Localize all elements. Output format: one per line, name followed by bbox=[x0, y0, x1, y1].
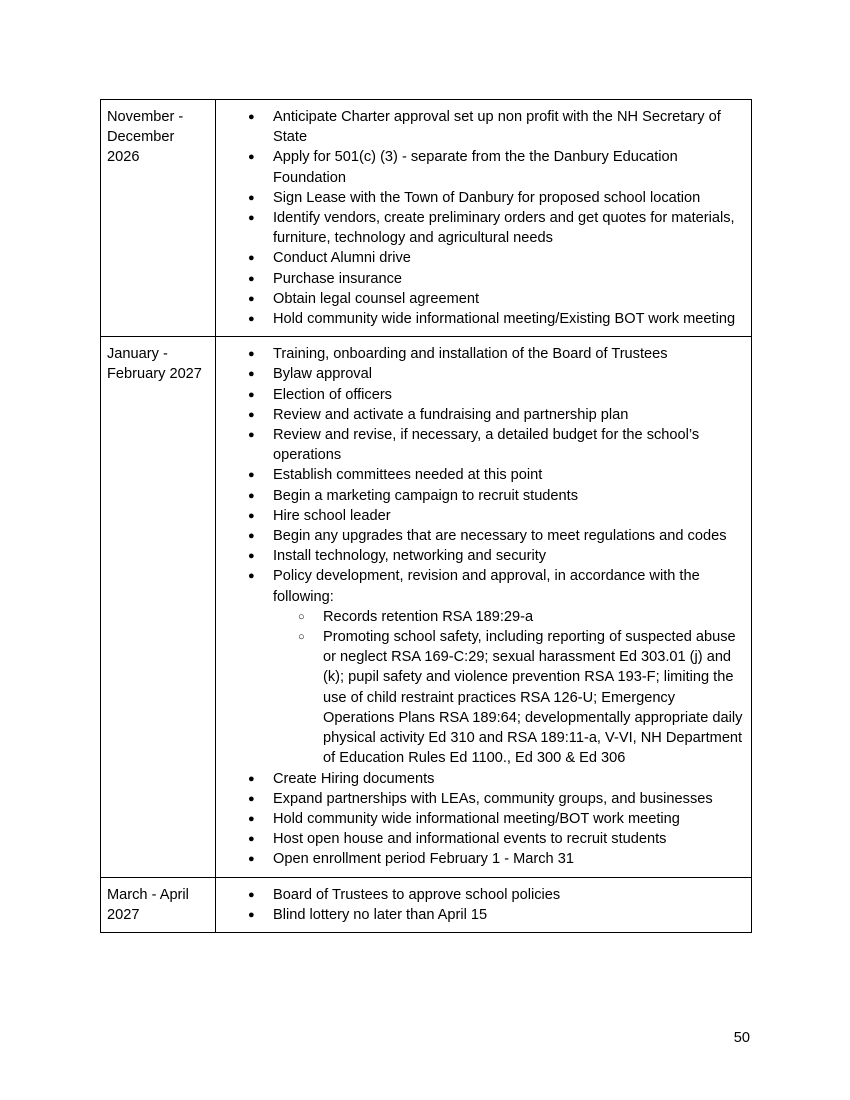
table-row bbox=[101, 877, 752, 932]
task-item: ● Purchase insurance bbox=[216, 269, 747, 289]
task-item: ● Training, onboarding and installation of the Board of Trustees bbox=[216, 344, 747, 364]
policy-subitem: ○ Records retention RSA 189:29-a bbox=[273, 607, 747, 627]
period-cell bbox=[101, 100, 216, 337]
task-list bbox=[216, 885, 747, 925]
task-item: ● Anticipate Charter approval set up non profit with the NH Secretary of State bbox=[216, 107, 747, 147]
task-item: ● Establish committees needed at this point bbox=[216, 465, 747, 485]
tasks-cell bbox=[216, 100, 752, 337]
task-item: ● Blind lottery no later than April 15 bbox=[216, 905, 747, 925]
task-item: ● Review and activate a fundraising and partnership plan bbox=[216, 405, 747, 425]
period-cell bbox=[101, 337, 216, 877]
task-item: ● Hire school leader bbox=[216, 506, 747, 526]
period-label: November - December 2026 bbox=[107, 109, 184, 166]
task-item-policy bbox=[216, 566, 747, 768]
task-item: ● Board of Trustees to approve school policies bbox=[216, 885, 747, 905]
task-item-text: Policy development, revision and approval, in accordance with the following: bbox=[273, 568, 700, 605]
task-item: ● Apply for 501(c) (3) - separate from the the Danbury Education Foundation bbox=[216, 147, 747, 187]
task-item: ● Election of officers bbox=[216, 385, 747, 405]
task-item: ● Identify vendors, create preliminary orders and get quotes for materials, furniture, technology and agricultural needs bbox=[216, 208, 747, 248]
period-label: March - April 2027 bbox=[107, 886, 189, 923]
task-item: ● Hold community wide informational meeting/BOT work meeting bbox=[216, 809, 747, 829]
task-item: ● Obtain legal counsel agreement bbox=[216, 289, 747, 309]
task-item: ● Begin a marketing campaign to recruit students bbox=[216, 486, 747, 506]
task-item: ● Hold community wide informational meeting/Existing BOT work meeting bbox=[216, 309, 747, 329]
task-item: ● Open enrollment period February 1 - March 31 bbox=[216, 849, 747, 869]
task-item: ● Begin any upgrades that are necessary to meet regulations and codes bbox=[216, 526, 747, 546]
task-item: ● Review and revise, if necessary, a detailed budget for the school’s operations bbox=[216, 425, 747, 465]
task-item: ● Conduct Alumni drive bbox=[216, 248, 747, 268]
task-item: ● Host open house and informational events to recruit students bbox=[216, 829, 747, 849]
policy-subitem: ○ Promoting school safety, including reporting of suspected abuse or neglect RSA 169-C:29; sexual harassment Ed 303.01 (j) and (k); pupil safety and violence prevention RSA 193-F; limiting the use of child restraint practices RSA 126-U; Emergency Operations Plans RSA 189:64; developmentally appropriate daily physical activity Ed 310 and RSA 189:11-a, V-VI, NH Department of Education Rules Ed 1100., Ed 300 & Ed 306 bbox=[273, 627, 747, 768]
period-cell bbox=[101, 877, 216, 932]
tasks-cell bbox=[216, 337, 752, 877]
policy-sublist bbox=[273, 607, 747, 769]
page-number: 50 bbox=[733, 1030, 750, 1046]
task-item: ● Bylaw approval bbox=[216, 364, 747, 384]
task-list bbox=[216, 107, 747, 329]
table-row bbox=[101, 337, 752, 877]
task-item: ● Create Hiring documents bbox=[216, 769, 747, 789]
task-item: ● Install technology, networking and security bbox=[216, 546, 747, 566]
task-item: ● Expand partnerships with LEAs, community groups, and businesses bbox=[216, 789, 747, 809]
task-list bbox=[216, 344, 747, 869]
timeline-table bbox=[100, 99, 752, 933]
period-label: January - February 2027 bbox=[107, 346, 202, 383]
tasks-cell bbox=[216, 877, 752, 932]
task-item: ● Sign Lease with the Town of Danbury for proposed school location bbox=[216, 188, 747, 208]
table-row bbox=[101, 100, 752, 337]
